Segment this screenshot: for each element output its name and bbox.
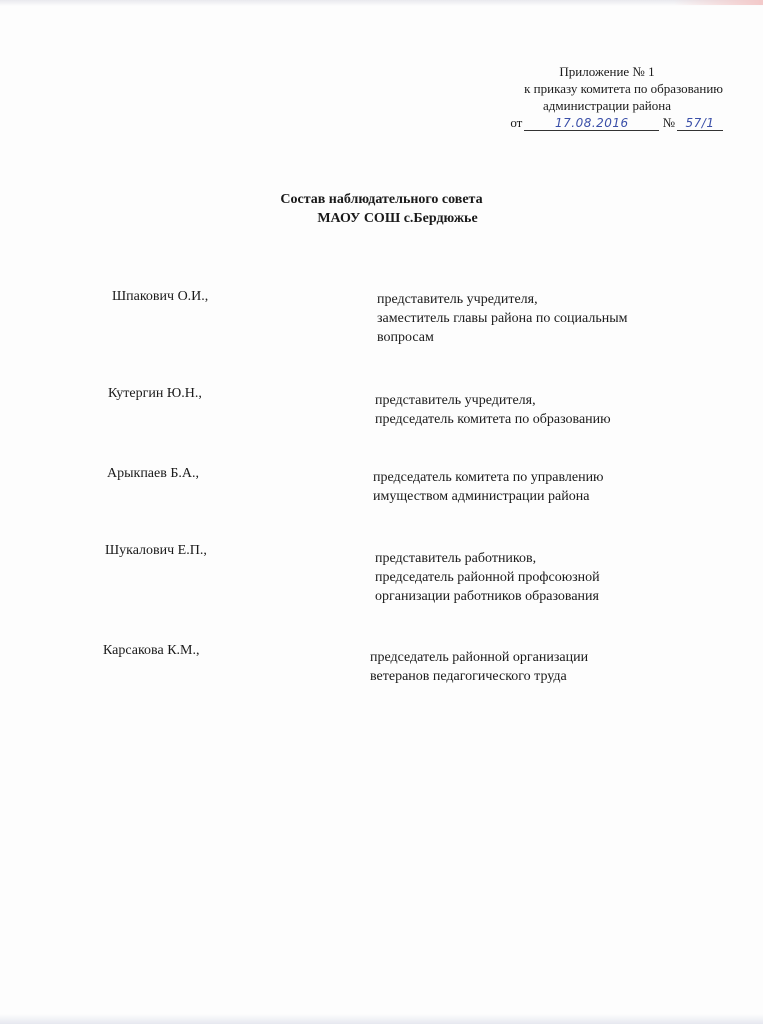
scan-edge-bottom: [0, 1014, 763, 1024]
member-role-line: заместитель главы района по социальным: [377, 311, 628, 326]
member-role-line: председатель районной профсоюзной: [375, 570, 600, 585]
scan-corner-mark: [673, 0, 763, 5]
member-name: Шукалович Е.П.,: [105, 543, 207, 558]
attachment-header: [463, 63, 723, 131]
member-name: Арыкпаев Б.А.,: [107, 466, 199, 481]
member-role-line: организации работников образования: [375, 589, 599, 604]
member-role-line: вопросам: [377, 330, 434, 345]
handwritten-date: 17.08.2016: [524, 116, 659, 131]
title-line-2: МАОУ СОШ с.Бердюжье: [317, 211, 478, 226]
member-role: [375, 549, 600, 606]
member-role: [377, 290, 628, 347]
attachment-order-line: к приказу комитета по образованию: [524, 81, 723, 96]
member-role-line: представитель работников,: [375, 551, 537, 566]
member-role-line: представитель учредителя,: [375, 393, 536, 408]
member-name: Кутергин Ю.Н.,: [108, 386, 202, 401]
member-role-line: представитель учредителя,: [377, 292, 538, 307]
title-line-1: Состав наблюдательного совета: [280, 192, 483, 207]
member-role-line: председатель комитета по управлению: [373, 470, 604, 485]
attachment-title: Приложение № 1: [559, 64, 655, 79]
member-role: [370, 648, 588, 686]
attachment-date-row: [463, 114, 723, 131]
member-role-line: ветеранов педагогического труда: [370, 669, 567, 684]
document-title: [0, 190, 763, 228]
member-role: [373, 468, 604, 506]
member-name: Шпакович О.И.,: [112, 289, 209, 304]
date-prefix: от: [510, 115, 523, 130]
attachment-admin-line: администрации района: [543, 98, 671, 113]
member-role-line: председатель районной организации: [370, 650, 589, 665]
member-role: [375, 391, 611, 429]
member-role-line: председатель комитета по образованию: [375, 412, 611, 427]
member-name: Карсакова К.М.,: [103, 643, 200, 658]
number-prefix: №: [662, 115, 675, 130]
scan-edge-top: [0, 0, 763, 6]
member-role-line: имуществом администрации района: [373, 489, 590, 504]
handwritten-number: 57/1: [677, 116, 723, 131]
